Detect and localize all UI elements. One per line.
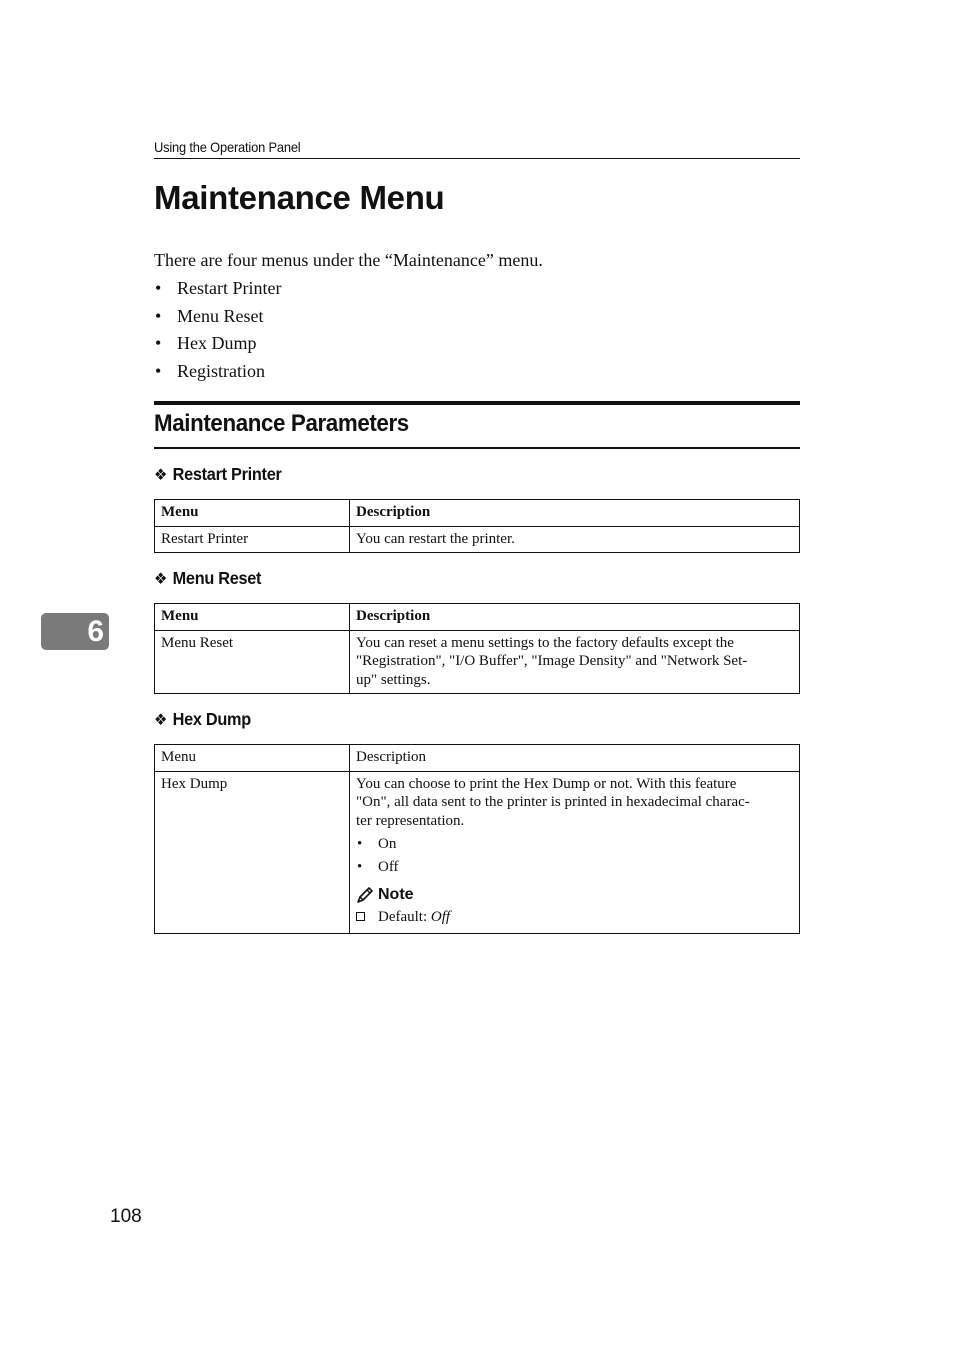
bullet: • — [155, 278, 162, 298]
list-item-label: Registration — [177, 360, 265, 381]
list-item — [154, 276, 281, 304]
description-line: You can reset a menu settings to the factory defaults except the — [356, 634, 734, 651]
section-title: Maintenance Parameters — [154, 410, 409, 437]
default-value: Off — [430, 909, 451, 925]
intro-text: There are four menus under the “Maintenance” menu. — [154, 250, 543, 270]
column-header-description: Description — [350, 745, 800, 772]
table-row — [155, 526, 800, 553]
options-list — [356, 833, 793, 879]
bullet: • — [155, 305, 162, 326]
page-number: 108 — [110, 1206, 142, 1227]
cell-menu: Menu Reset — [155, 630, 350, 694]
subheading-label: Menu Reset — [172, 568, 262, 588]
column-header-description: Description — [350, 604, 800, 631]
column-header-description: Description — [350, 500, 800, 527]
list-item-label: Menu Reset — [177, 305, 264, 326]
list-item — [154, 359, 281, 387]
description-line: up" settings. — [356, 671, 431, 688]
list-item-label: Restart Printer — [177, 278, 282, 298]
description-line: "On", all data sent to the printer is printed in hexadecimal charac- — [356, 794, 750, 810]
description-line: You can choose to print the Hex Dump or not. With this feature — [356, 775, 737, 792]
note-heading — [356, 884, 793, 906]
hex-dump-table — [154, 744, 800, 934]
subheading-label: Hex Dump — [172, 709, 251, 729]
subheading-label: Restart Printer — [172, 464, 282, 484]
table-row — [155, 630, 800, 694]
diamond-icon: ❖ — [154, 710, 168, 729]
cell-menu: Hex Dump — [155, 771, 350, 934]
restart-printer-table — [154, 499, 800, 553]
note-default — [356, 906, 793, 928]
chapter-number: 6 — [87, 614, 104, 648]
description-line: "Registration", "I/O Buffer", "Image Density" and "Network Set- — [356, 653, 748, 669]
option-label: Off — [378, 859, 399, 875]
table-header-row — [155, 500, 800, 527]
page-title: Maintenance Menu — [154, 179, 445, 216]
menu-reset-table — [154, 603, 800, 694]
note-label: Note — [378, 885, 414, 903]
running-header: Using the Operation Panel — [154, 139, 301, 155]
subheading-hex-dump — [154, 709, 251, 730]
list-item — [356, 856, 793, 879]
pencil-note-icon — [356, 886, 374, 904]
diamond-icon: ❖ — [154, 569, 168, 588]
column-header-menu: Menu — [155, 604, 350, 631]
bullet: • — [155, 333, 162, 353]
option-label: On — [378, 836, 397, 852]
bullet: • — [357, 836, 363, 852]
section-rule-bottom — [154, 447, 800, 449]
bullet: • — [357, 859, 363, 875]
column-header-menu: Menu — [155, 745, 350, 772]
list-item — [356, 833, 793, 856]
description-line: ter representation. — [356, 812, 465, 829]
diamond-icon: ❖ — [154, 465, 168, 484]
cell-description — [350, 630, 800, 694]
bullet: • — [155, 360, 162, 381]
list-item — [154, 304, 281, 332]
maintenance-menu-list — [154, 276, 281, 386]
default-label: Default: — [378, 909, 431, 925]
subheading-menu-reset — [154, 568, 261, 589]
list-item — [154, 331, 281, 359]
header-rule — [154, 158, 800, 159]
list-item-label: Hex Dump — [177, 333, 257, 353]
cell-menu: Restart Printer — [155, 526, 350, 553]
table-header-row — [155, 745, 800, 772]
table-row — [155, 771, 800, 934]
column-header-menu: Menu — [155, 500, 350, 527]
cell-description — [350, 771, 800, 934]
cell-description: You can restart the printer. — [350, 526, 800, 553]
subheading-restart-printer — [154, 464, 282, 485]
table-header-row — [155, 604, 800, 631]
chapter-tab — [41, 613, 109, 650]
checkbox-bullet-icon — [356, 912, 365, 921]
section-rule-top — [154, 401, 800, 405]
